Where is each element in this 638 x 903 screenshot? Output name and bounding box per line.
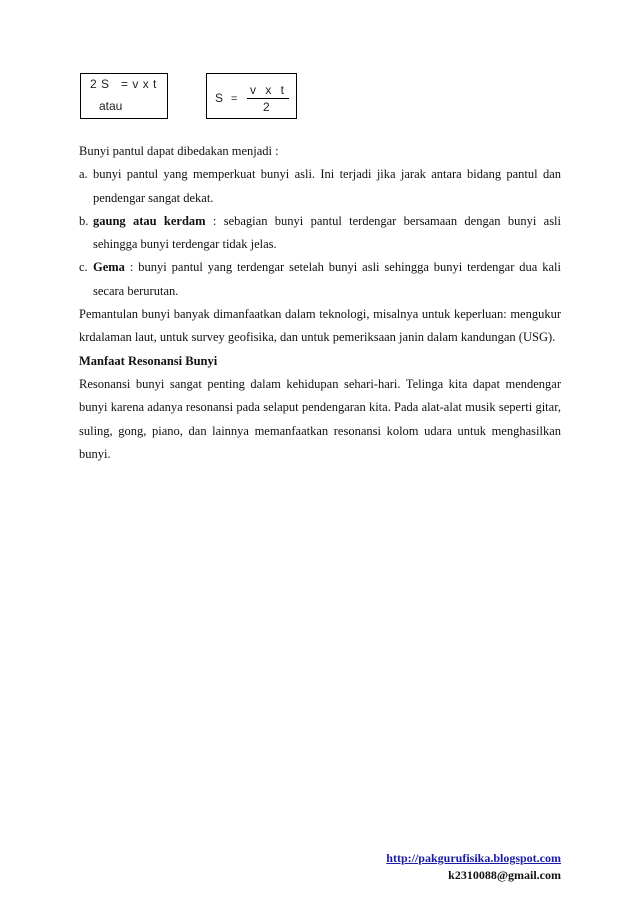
formula-equation: 2 S = v x t (90, 77, 157, 91)
formula-numerator: v x t (250, 83, 288, 97)
document-body (79, 140, 561, 466)
list-marker: b. (79, 213, 89, 228)
footer-blog-link[interactable]: http://pakgurufisika.blogspot.com (386, 851, 561, 865)
formula-box-s (206, 73, 297, 119)
section-heading: Manfaat Resonansi Bunyi (79, 353, 218, 368)
paragraph-pemantulan: Pemantulan bunyi banyak dimanfaatkan dalam teknologi, misalnya untuk keperluan: mengukur krdalaman laut, untuk survey geofisika, dan untuk pemeriksaan janin dalam kandungan (USG). (79, 307, 561, 345)
formula-denominator: 2 (263, 100, 270, 114)
formula-lhs: S (215, 91, 224, 105)
formula-box-2s (80, 73, 168, 119)
list-item-text: : bunyi pantul yang terdengar setelah bunyi asli sehingga bunyi terdengar dua kali secara berurutan. (93, 260, 561, 298)
formula-equals: = (231, 93, 238, 105)
intro-text: Bunyi pantul dapat dibedakan menjadi : (79, 144, 279, 158)
list-marker: c. (79, 260, 88, 275)
list-item-text: : sebagian bunyi pantul terdengar bersamaan dengan bunyi asli sehingga bunyi terdengar tidak jelas. (93, 213, 562, 252)
page-footer (386, 850, 561, 884)
paragraph-resonansi: Resonansi bunyi sangat penting dalam kehidupan sehari-hari. Telinga kita dapat mendengar bunyi karena adanya resonansi pada selaput pendengaran kita. Pada alat-alat musik seperti gitar, suling, gong, piano, dan lainnya memanfaatkan resonansi kolom udara untuk menghasilkan bunyi. (79, 376, 561, 461)
list-marker: a. (79, 167, 88, 182)
list-item-c (79, 256, 561, 303)
fraction-bar (247, 98, 289, 99)
list-item-b (79, 210, 561, 257)
list-item-term: gaung atau kerdam (93, 213, 206, 228)
formula-atau-label: atau (99, 99, 123, 113)
list-item-text: bunyi pantul yang memperkuat bunyi asli. Ini terjadi jika jarak antara bidang pantul dan pendengar sangat dekat. (93, 167, 561, 205)
list-item-term: Gema (93, 260, 125, 275)
footer-email: k2310088@gmail.com (448, 868, 561, 882)
list-item-a (79, 163, 561, 210)
